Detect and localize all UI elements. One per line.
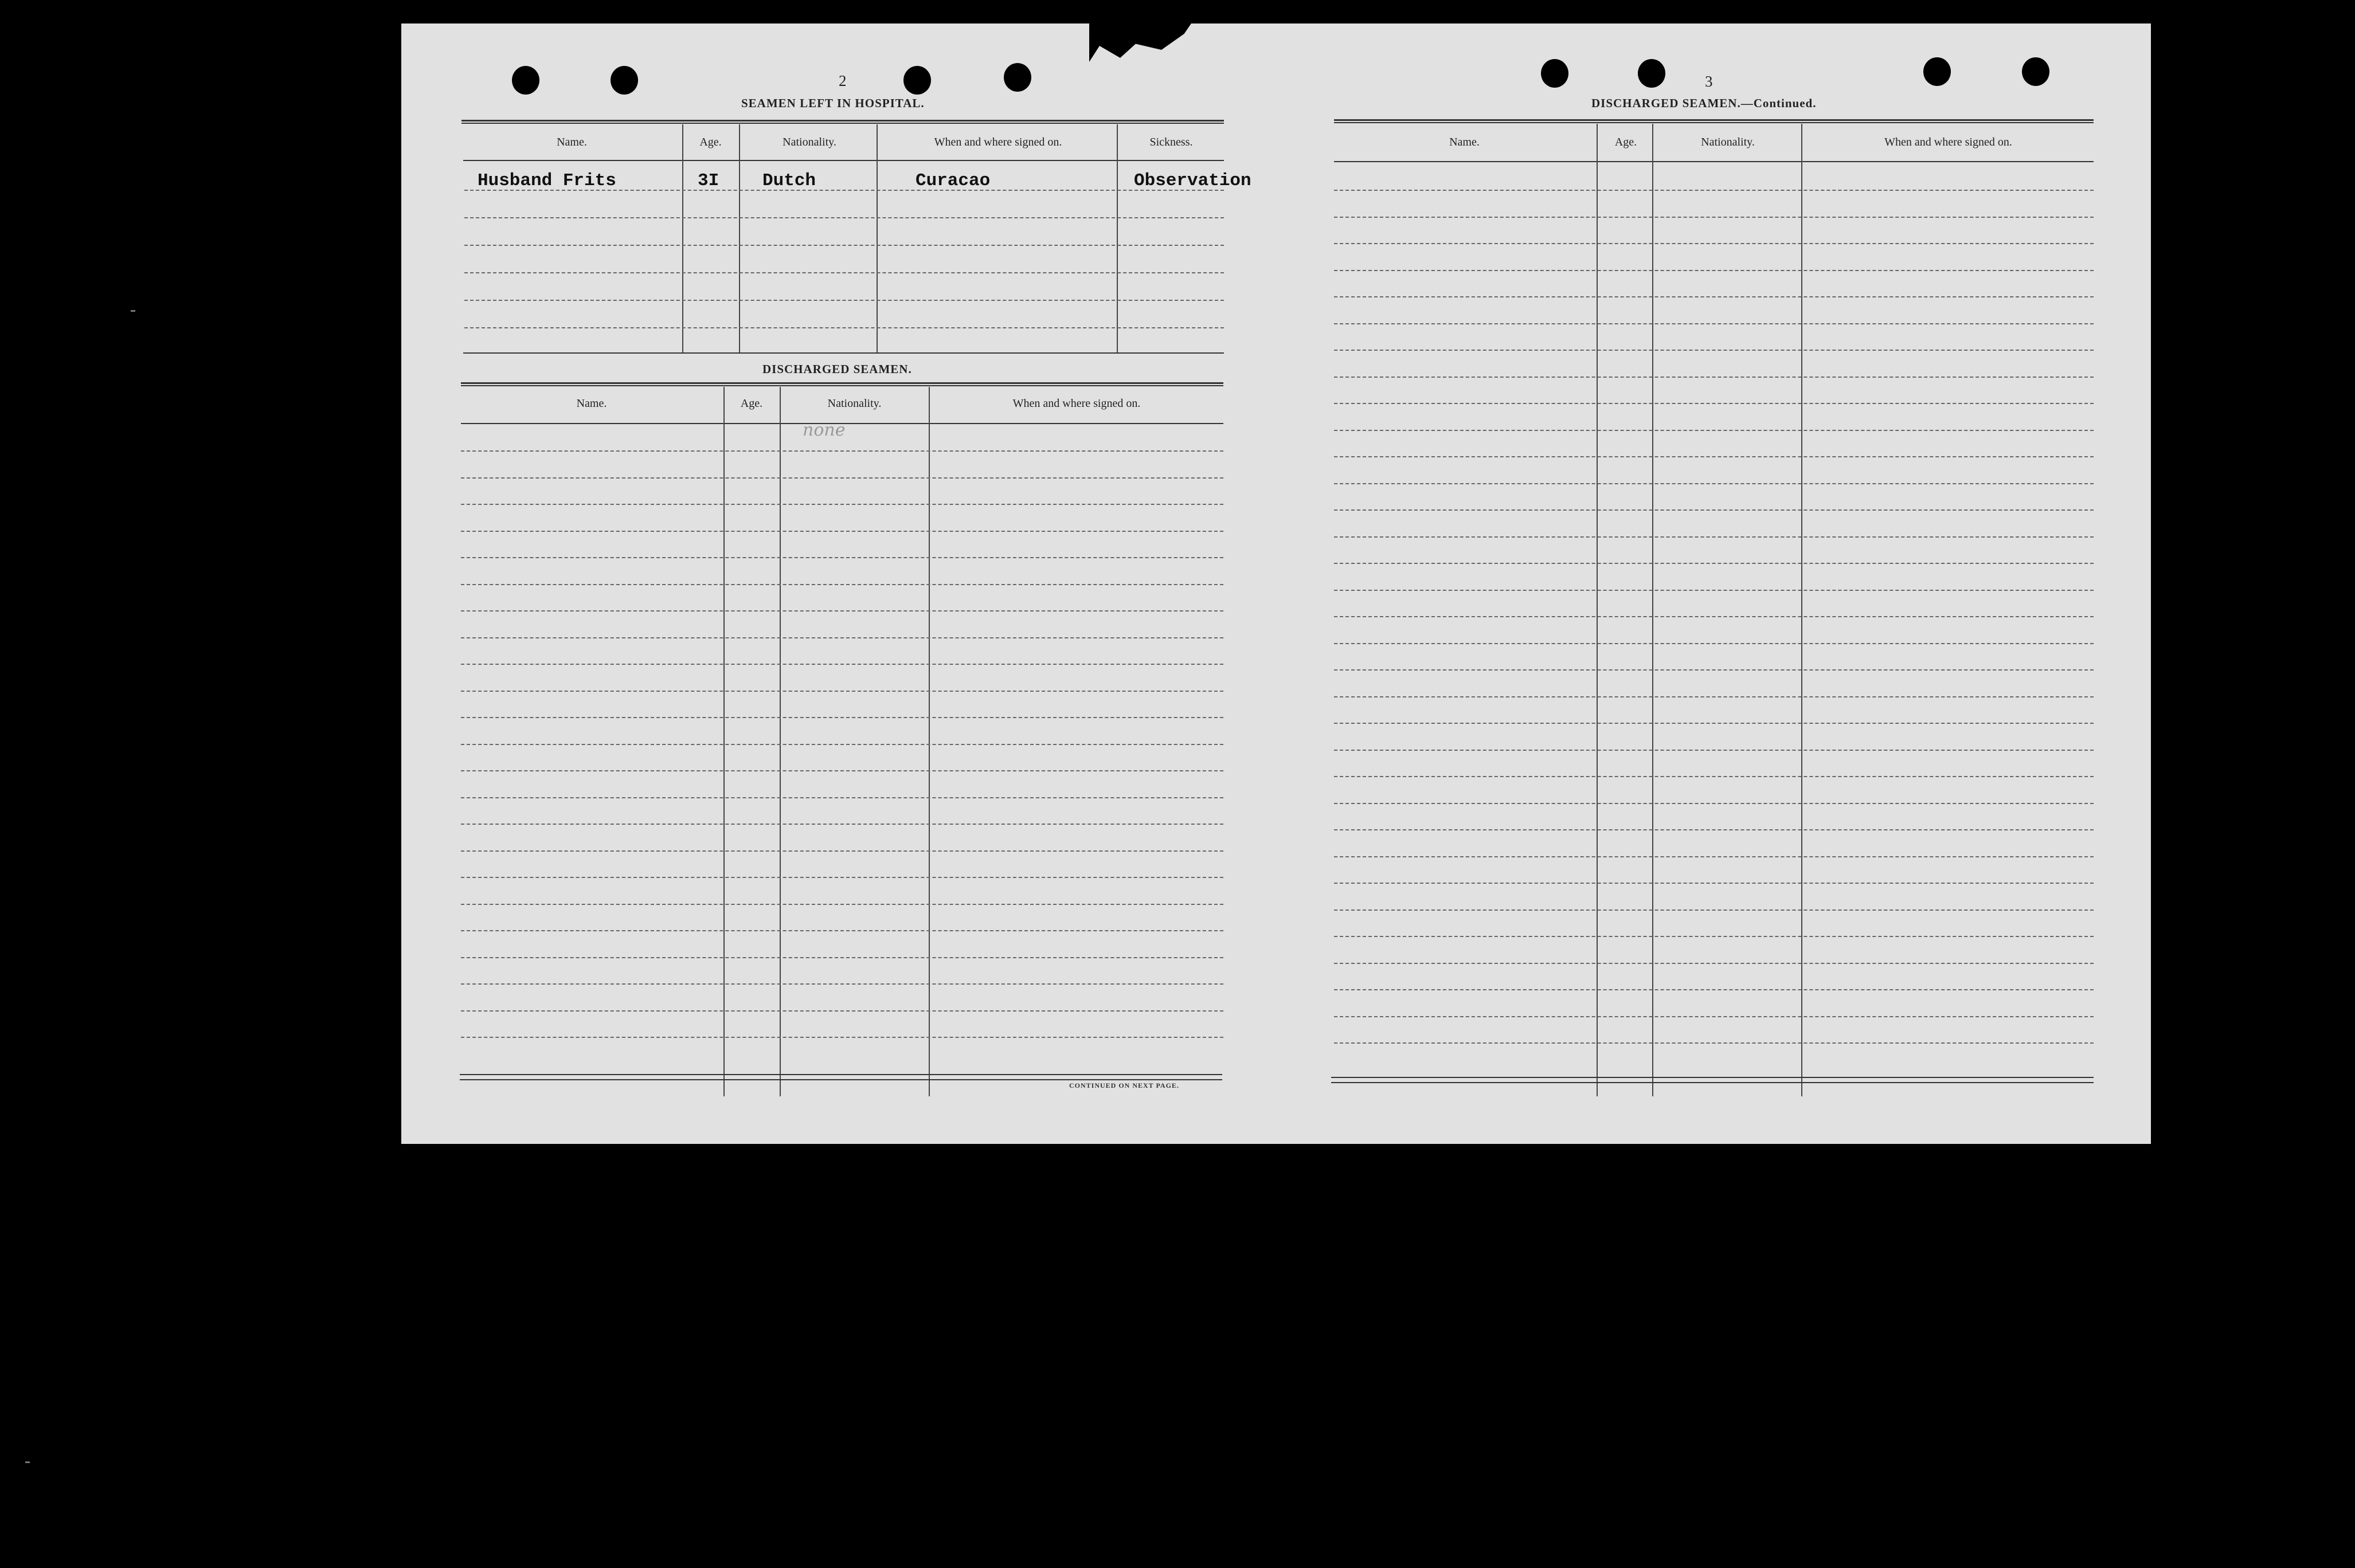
ledger-row-line (461, 691, 1223, 692)
right-col-signed-on-header: When and where signed on. (1884, 136, 2012, 148)
ledger-row-line (1334, 669, 2094, 671)
ledger-row-line (1334, 936, 2094, 937)
continued-footnote: CONTINUED ON NEXT PAGE. (1069, 1081, 1179, 1089)
ledger-row-line (1334, 190, 2094, 191)
ledger-row-line (461, 557, 1223, 558)
hospital-row-line (464, 327, 1224, 328)
hospital-entry-sickness: Observation (1134, 171, 1251, 191)
ledger-row-line (461, 664, 1223, 665)
punch-hole (2022, 57, 2049, 86)
page-number-right: 3 (1705, 73, 1713, 90)
ledger-row-line (461, 450, 1223, 452)
discharged-bottom-rule (460, 1079, 1222, 1080)
hospital-entry-name: Husband Frits (478, 171, 616, 191)
hospital-row-line (464, 300, 1224, 301)
hospital-entry-nationality: Dutch (762, 171, 816, 191)
discharged-col-age-header: Age. (740, 397, 763, 410)
ledger-row-line (461, 770, 1223, 771)
discharged-continued-title: DISCHARGED SEAMEN.—Continued. (1591, 96, 1817, 110)
ledger-row-line (1334, 750, 2094, 751)
ledger-row-line (1334, 456, 2094, 457)
document-sheet (401, 23, 2151, 1144)
discharged-col-divider (723, 387, 725, 1096)
ledger-row-line (1334, 296, 2094, 297)
ledger-row-line (461, 983, 1223, 985)
hospital-col-age-header: Age. (699, 136, 722, 148)
hospital-col-name-header: Name. (557, 136, 587, 148)
right-header-rule (1334, 161, 2094, 162)
ledger-row-line (461, 717, 1223, 718)
ledger-row-line (461, 744, 1223, 745)
punch-hole (1541, 59, 1568, 88)
ledger-row-line (461, 610, 1223, 611)
ledger-row-line (1334, 856, 2094, 857)
ledger-row-line (461, 584, 1223, 585)
ledger-row-line (1334, 509, 2094, 511)
right-bottom-rule (1331, 1082, 2094, 1083)
hospital-col-divider (1117, 124, 1118, 354)
ledger-row-line (1334, 1042, 2094, 1044)
hospital-col-divider (739, 124, 740, 354)
hospital-top-rule (461, 120, 1224, 124)
punch-hole (512, 66, 539, 95)
hospital-col-signed-on-header: When and where signed on. (934, 136, 1062, 148)
hospital-col-divider (877, 124, 878, 354)
dust-speck (25, 1461, 30, 1463)
ledger-row-line (461, 850, 1223, 852)
ledger-row-line (1334, 270, 2094, 271)
punch-hole (1638, 59, 1665, 88)
ledger-row-line (1334, 829, 2094, 830)
ledger-row-line (461, 904, 1223, 905)
ledger-row-line (1334, 696, 2094, 697)
discharged-col-divider (929, 387, 930, 1096)
ledger-row-line (1334, 217, 2094, 218)
dust-speck (131, 310, 135, 312)
hospital-entry-signed-on: Curacao (916, 171, 991, 191)
ledger-row-line (1334, 776, 2094, 777)
hospital-row-line (464, 190, 1224, 191)
hospital-col-nationality-header: Nationality. (783, 136, 836, 148)
ledger-row-line (1334, 883, 2094, 884)
ledger-row-line (1334, 483, 2094, 484)
ledger-row-line (1334, 323, 2094, 324)
hospital-section-title: SEAMEN LEFT IN HOSPITAL. (741, 96, 925, 110)
ledger-row-line (1334, 350, 2094, 351)
ledger-row-line (461, 930, 1223, 931)
punch-hole (1923, 57, 1951, 86)
ledger-row-line (1334, 1016, 2094, 1017)
punch-hole (611, 66, 638, 95)
ledger-row-line (461, 531, 1223, 532)
ledger-row-line (461, 1010, 1223, 1012)
hospital-header-rule (463, 160, 1224, 161)
ledger-row-line (461, 477, 1223, 479)
ledger-row-line (461, 637, 1223, 638)
hospital-row-line (464, 245, 1224, 246)
ledger-row-line (461, 877, 1223, 878)
hospital-col-divider (682, 124, 683, 354)
ledger-row-line (1334, 430, 2094, 431)
punch-hole (1004, 63, 1031, 92)
ledger-row-line (1334, 403, 2094, 404)
handwritten-none-note: none (803, 420, 846, 440)
ledger-row-line (461, 1037, 1223, 1038)
ledger-row-line (461, 957, 1223, 958)
right-col-age-header: Age. (1614, 136, 1637, 148)
punch-hole (903, 66, 931, 95)
page-number-left: 2 (839, 72, 847, 89)
hospital-row-line (464, 217, 1224, 218)
ledger-row-line (1334, 563, 2094, 564)
hospital-entry-age: 3I (698, 171, 719, 191)
ledger-row-line (1334, 910, 2094, 911)
ledger-row-line (1334, 590, 2094, 591)
hospital-row-line (464, 272, 1224, 273)
discharged-col-nationality-header: Nationality. (827, 397, 882, 410)
ledger-row-line (1334, 989, 2094, 990)
discharged-top-rule (461, 382, 1223, 386)
ledger-row-line (1334, 616, 2094, 617)
ledger-row-line (1334, 643, 2094, 644)
discharged-col-signed-on-header: When and where signed on. (1012, 397, 1141, 410)
ledger-row-line (1334, 243, 2094, 244)
ledger-row-line (461, 797, 1223, 798)
discharged-section-title: DISCHARGED SEAMEN. (762, 362, 912, 376)
hospital-col-sickness-header: Sickness. (1149, 136, 1193, 148)
right-bottom-rule (1331, 1077, 2094, 1078)
ledger-row-line (461, 824, 1223, 825)
ledger-row-line (1334, 803, 2094, 804)
discharged-col-divider (780, 387, 781, 1096)
right-col-name-header: Name. (1449, 136, 1480, 148)
right-top-rule (1334, 119, 2094, 123)
ledger-row-line (1334, 536, 2094, 538)
discharged-bottom-rule (460, 1074, 1222, 1075)
ledger-row-line (1334, 963, 2094, 964)
hospital-bottom-rule (463, 352, 1224, 354)
ledger-row-line (1334, 723, 2094, 724)
ledger-row-line (461, 504, 1223, 505)
right-col-nationality-header: Nationality. (1701, 136, 1755, 148)
discharged-col-name-header: Name. (576, 397, 607, 410)
ledger-row-line (1334, 377, 2094, 378)
